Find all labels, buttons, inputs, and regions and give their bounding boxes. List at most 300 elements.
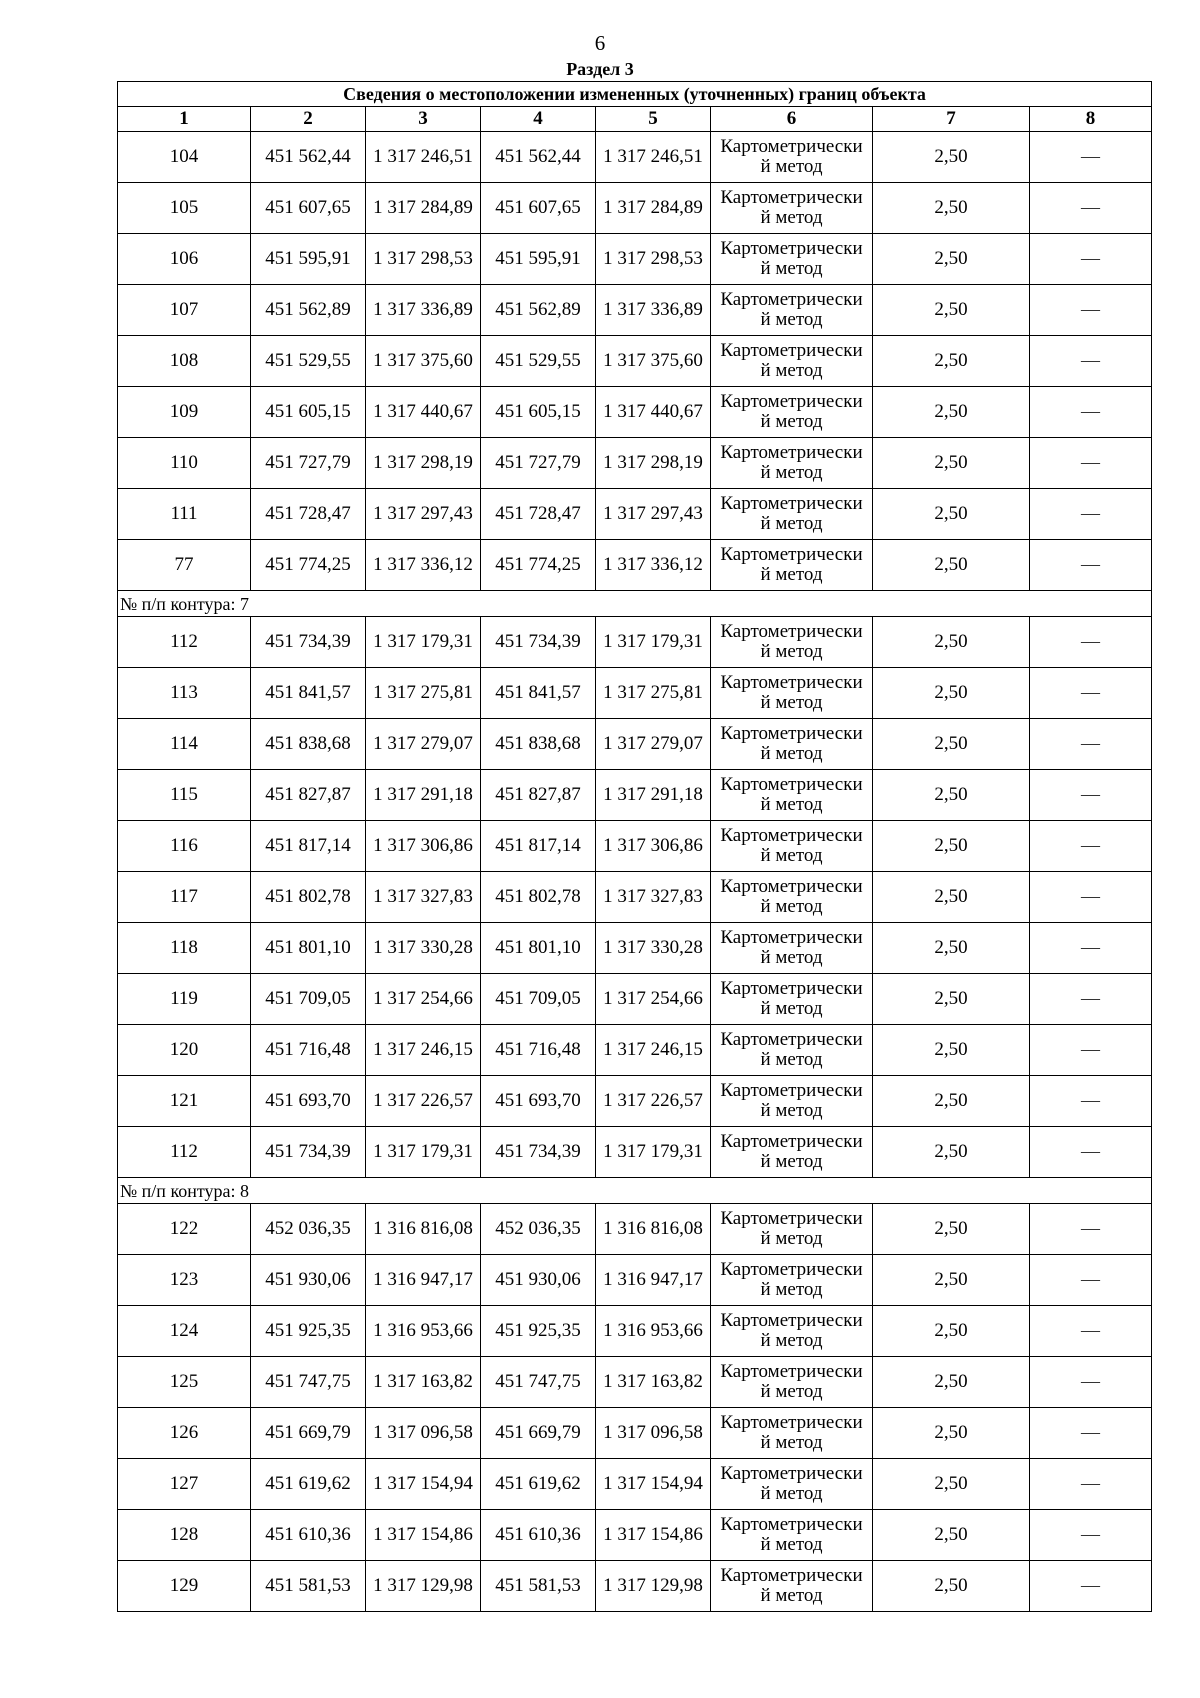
new-y: 1 317 246,15 <box>596 1025 711 1076</box>
new-y: 1 317 226,57 <box>596 1076 711 1127</box>
method-line: й метод <box>760 743 823 764</box>
description: — <box>1030 438 1152 489</box>
method-line: Картометрически <box>720 391 863 412</box>
new-y: 1 316 947,17 <box>596 1255 711 1306</box>
description: — <box>1030 1357 1152 1408</box>
new-x: 451 838,68 <box>481 719 596 770</box>
table-row <box>118 285 1152 336</box>
new-y: 1 317 129,98 <box>596 1561 711 1612</box>
table-row <box>118 617 1152 668</box>
method-line: й метод <box>760 1432 823 1453</box>
method-cell <box>711 1510 873 1561</box>
table-row <box>118 234 1152 285</box>
table-row <box>118 336 1152 387</box>
point-number: 128 <box>118 1510 251 1561</box>
method-line: й метод <box>760 411 823 432</box>
accuracy: 2,50 <box>873 872 1030 923</box>
existing-y: 1 317 330,28 <box>366 923 481 974</box>
accuracy: 2,50 <box>873 132 1030 183</box>
existing-x: 451 838,68 <box>251 719 366 770</box>
description: — <box>1030 1076 1152 1127</box>
method-cell <box>711 1025 873 1076</box>
description: — <box>1030 1306 1152 1357</box>
existing-x: 451 610,36 <box>251 1510 366 1561</box>
existing-y: 1 317 279,07 <box>366 719 481 770</box>
new-y: 1 317 298,19 <box>596 438 711 489</box>
existing-y: 1 317 291,18 <box>366 770 481 821</box>
method-line: й метод <box>760 1100 823 1121</box>
description: — <box>1030 285 1152 336</box>
description: — <box>1030 821 1152 872</box>
table-title: Сведения о местоположении измененных (уточненных) границ объекта <box>118 82 1152 107</box>
existing-x: 451 581,53 <box>251 1561 366 1612</box>
description: — <box>1030 719 1152 770</box>
method-line: Картометрически <box>720 136 863 157</box>
point-number: 119 <box>118 974 251 1025</box>
new-y: 1 317 440,67 <box>596 387 711 438</box>
point-number: 112 <box>118 1127 251 1178</box>
point-number: 108 <box>118 336 251 387</box>
method-cell <box>711 387 873 438</box>
existing-y: 1 317 440,67 <box>366 387 481 438</box>
point-number: 113 <box>118 668 251 719</box>
method-line: й метод <box>760 998 823 1019</box>
description: — <box>1030 1127 1152 1178</box>
existing-x: 451 607,65 <box>251 183 366 234</box>
point-number: 126 <box>118 1408 251 1459</box>
existing-x: 451 930,06 <box>251 1255 366 1306</box>
description: — <box>1030 1025 1152 1076</box>
existing-x: 451 827,87 <box>251 770 366 821</box>
accuracy: 2,50 <box>873 1025 1030 1076</box>
new-y: 1 317 327,83 <box>596 872 711 923</box>
method-cell <box>711 1255 873 1306</box>
point-number: 77 <box>118 540 251 591</box>
table-row <box>118 1459 1152 1510</box>
new-x: 451 669,79 <box>481 1408 596 1459</box>
method-cell <box>711 1204 873 1255</box>
existing-x: 451 728,47 <box>251 489 366 540</box>
new-x: 451 734,39 <box>481 1127 596 1178</box>
table-title-row <box>118 82 1152 107</box>
method-line: Картометрически <box>720 340 863 361</box>
method-line: й метод <box>760 207 823 228</box>
existing-x: 451 562,44 <box>251 132 366 183</box>
existing-x: 451 619,62 <box>251 1459 366 1510</box>
method-cell <box>711 923 873 974</box>
method-line: й метод <box>760 360 823 381</box>
description: — <box>1030 923 1152 974</box>
point-number: 127 <box>118 1459 251 1510</box>
existing-y: 1 317 306,86 <box>366 821 481 872</box>
description: — <box>1030 183 1152 234</box>
column-header: 3 <box>366 107 481 132</box>
point-number: 124 <box>118 1306 251 1357</box>
existing-x: 451 801,10 <box>251 923 366 974</box>
existing-y: 1 316 953,66 <box>366 1306 481 1357</box>
method-line: Картометрически <box>720 927 863 948</box>
new-y: 1 317 375,60 <box>596 336 711 387</box>
existing-x: 451 709,05 <box>251 974 366 1025</box>
method-line: Картометрически <box>720 1029 863 1050</box>
existing-y: 1 317 336,12 <box>366 540 481 591</box>
new-x: 452 036,35 <box>481 1204 596 1255</box>
accuracy: 2,50 <box>873 1204 1030 1255</box>
new-y: 1 317 154,94 <box>596 1459 711 1510</box>
method-line: Картометрически <box>720 187 863 208</box>
description: — <box>1030 387 1152 438</box>
point-number: 121 <box>118 1076 251 1127</box>
point-number: 123 <box>118 1255 251 1306</box>
new-x: 451 802,78 <box>481 872 596 923</box>
table-row <box>118 1357 1152 1408</box>
new-x: 451 619,62 <box>481 1459 596 1510</box>
existing-x: 451 727,79 <box>251 438 366 489</box>
accuracy: 2,50 <box>873 540 1030 591</box>
new-y: 1 317 154,86 <box>596 1510 711 1561</box>
point-number: 115 <box>118 770 251 821</box>
existing-x: 451 529,55 <box>251 336 366 387</box>
accuracy: 2,50 <box>873 1459 1030 1510</box>
description: — <box>1030 1459 1152 1510</box>
method-cell <box>711 770 873 821</box>
accuracy: 2,50 <box>873 770 1030 821</box>
point-number: 107 <box>118 285 251 336</box>
method-line: Картометрически <box>720 1565 863 1586</box>
existing-y: 1 317 327,83 <box>366 872 481 923</box>
existing-x: 451 817,14 <box>251 821 366 872</box>
method-cell <box>711 336 873 387</box>
existing-x: 452 036,35 <box>251 1204 366 1255</box>
accuracy: 2,50 <box>873 489 1030 540</box>
method-line: й метод <box>760 947 823 968</box>
existing-y: 1 317 179,31 <box>366 617 481 668</box>
new-x: 451 728,47 <box>481 489 596 540</box>
method-line: Картометрически <box>720 1208 863 1229</box>
description: — <box>1030 489 1152 540</box>
new-y: 1 317 279,07 <box>596 719 711 770</box>
table-row <box>118 489 1152 540</box>
column-header: 1 <box>118 107 251 132</box>
table-row <box>118 183 1152 234</box>
column-header: 7 <box>873 107 1030 132</box>
method-line: Картометрически <box>720 1259 863 1280</box>
method-cell <box>711 1459 873 1510</box>
method-line: Картометрически <box>720 621 863 642</box>
new-y: 1 317 096,58 <box>596 1408 711 1459</box>
new-y: 1 317 330,28 <box>596 923 711 974</box>
existing-y: 1 317 298,53 <box>366 234 481 285</box>
table-row <box>118 1306 1152 1357</box>
point-number: 104 <box>118 132 251 183</box>
accuracy: 2,50 <box>873 183 1030 234</box>
new-y: 1 317 179,31 <box>596 1127 711 1178</box>
existing-y: 1 317 254,66 <box>366 974 481 1025</box>
method-line: Картометрически <box>720 1463 863 1484</box>
page-number: 6 <box>594 31 606 55</box>
existing-x: 451 734,39 <box>251 1127 366 1178</box>
contour-label-row <box>118 591 1152 617</box>
new-y: 1 317 246,51 <box>596 132 711 183</box>
existing-x: 451 693,70 <box>251 1076 366 1127</box>
method-cell <box>711 719 873 770</box>
existing-x: 451 669,79 <box>251 1408 366 1459</box>
new-y: 1 317 336,89 <box>596 285 711 336</box>
accuracy: 2,50 <box>873 285 1030 336</box>
method-cell <box>711 489 873 540</box>
existing-x: 451 925,35 <box>251 1306 366 1357</box>
method-cell <box>711 617 873 668</box>
method-cell <box>711 132 873 183</box>
method-cell <box>711 821 873 872</box>
method-line: й метод <box>760 641 823 662</box>
existing-x: 451 605,15 <box>251 387 366 438</box>
new-x: 451 716,48 <box>481 1025 596 1076</box>
accuracy: 2,50 <box>873 668 1030 719</box>
method-cell <box>711 1076 873 1127</box>
new-y: 1 317 284,89 <box>596 183 711 234</box>
accuracy: 2,50 <box>873 617 1030 668</box>
new-y: 1 317 179,31 <box>596 617 711 668</box>
accuracy: 2,50 <box>873 1357 1030 1408</box>
accuracy: 2,50 <box>873 438 1030 489</box>
point-number: 106 <box>118 234 251 285</box>
point-number: 109 <box>118 387 251 438</box>
table-row <box>118 719 1152 770</box>
table-row <box>118 1561 1152 1612</box>
method-line: й метод <box>760 1279 823 1300</box>
accuracy: 2,50 <box>873 719 1030 770</box>
new-x: 451 693,70 <box>481 1076 596 1127</box>
method-cell <box>711 285 873 336</box>
existing-y: 1 317 275,81 <box>366 668 481 719</box>
new-x: 451 605,15 <box>481 387 596 438</box>
new-x: 451 610,36 <box>481 1510 596 1561</box>
description: — <box>1030 540 1152 591</box>
accuracy: 2,50 <box>873 1561 1030 1612</box>
new-x: 451 774,25 <box>481 540 596 591</box>
table-row <box>118 668 1152 719</box>
accuracy: 2,50 <box>873 1255 1030 1306</box>
method-line: Картометрически <box>720 1131 863 1152</box>
method-line: й метод <box>760 258 823 279</box>
column-header: 8 <box>1030 107 1152 132</box>
accuracy: 2,50 <box>873 974 1030 1025</box>
existing-x: 451 841,57 <box>251 668 366 719</box>
method-line: Картометрически <box>720 1310 863 1331</box>
table-row <box>118 1255 1152 1306</box>
method-line: й метод <box>760 462 823 483</box>
description: — <box>1030 1510 1152 1561</box>
table-row <box>118 1510 1152 1561</box>
existing-x: 451 562,89 <box>251 285 366 336</box>
contour-label: № п/п контура: 8 <box>118 1178 1152 1204</box>
point-number: 120 <box>118 1025 251 1076</box>
existing-x: 451 734,39 <box>251 617 366 668</box>
existing-y: 1 316 816,08 <box>366 1204 481 1255</box>
description: — <box>1030 872 1152 923</box>
new-y: 1 316 953,66 <box>596 1306 711 1357</box>
accuracy: 2,50 <box>873 387 1030 438</box>
table-row <box>118 438 1152 489</box>
new-y: 1 317 291,18 <box>596 770 711 821</box>
existing-y: 1 317 298,19 <box>366 438 481 489</box>
point-number: 129 <box>118 1561 251 1612</box>
table-row <box>118 1025 1152 1076</box>
accuracy: 2,50 <box>873 923 1030 974</box>
new-x: 451 562,44 <box>481 132 596 183</box>
new-x: 451 827,87 <box>481 770 596 821</box>
point-number: 111 <box>118 489 251 540</box>
method-cell <box>711 1561 873 1612</box>
method-line: й метод <box>760 1228 823 1249</box>
method-line: Картометрически <box>720 442 863 463</box>
method-line: Картометрически <box>720 1080 863 1101</box>
method-line: й метод <box>760 845 823 866</box>
new-y: 1 317 298,53 <box>596 234 711 285</box>
method-line: Картометрически <box>720 289 863 310</box>
description: — <box>1030 1561 1152 1612</box>
new-y: 1 317 336,12 <box>596 540 711 591</box>
existing-x: 451 595,91 <box>251 234 366 285</box>
table-row <box>118 770 1152 821</box>
description: — <box>1030 234 1152 285</box>
method-cell <box>711 438 873 489</box>
method-cell <box>711 540 873 591</box>
existing-y: 1 317 375,60 <box>366 336 481 387</box>
method-line: й метод <box>760 1585 823 1606</box>
existing-x: 451 716,48 <box>251 1025 366 1076</box>
point-number: 112 <box>118 617 251 668</box>
existing-y: 1 317 163,82 <box>366 1357 481 1408</box>
method-line: й метод <box>760 309 823 330</box>
table-row <box>118 387 1152 438</box>
method-line: й метод <box>760 156 823 177</box>
accuracy: 2,50 <box>873 821 1030 872</box>
new-x: 451 529,55 <box>481 336 596 387</box>
description: — <box>1030 1204 1152 1255</box>
new-y: 1 317 163,82 <box>596 1357 711 1408</box>
method-line: Картометрически <box>720 876 863 897</box>
point-number: 125 <box>118 1357 251 1408</box>
existing-y: 1 317 154,86 <box>366 1510 481 1561</box>
point-number: 117 <box>118 872 251 923</box>
existing-y: 1 317 179,31 <box>366 1127 481 1178</box>
method-line: й метод <box>760 692 823 713</box>
column-header: 2 <box>251 107 366 132</box>
new-x: 451 930,06 <box>481 1255 596 1306</box>
table-row <box>118 872 1152 923</box>
method-line: й метод <box>760 1381 823 1402</box>
accuracy: 2,50 <box>873 234 1030 285</box>
new-x: 451 562,89 <box>481 285 596 336</box>
table-row <box>118 1076 1152 1127</box>
existing-y: 1 317 226,57 <box>366 1076 481 1127</box>
method-cell <box>711 1127 873 1178</box>
new-x: 451 747,75 <box>481 1357 596 1408</box>
accuracy: 2,50 <box>873 1408 1030 1459</box>
description: — <box>1030 132 1152 183</box>
description: — <box>1030 770 1152 821</box>
new-y: 1 317 306,86 <box>596 821 711 872</box>
new-y: 1 317 297,43 <box>596 489 711 540</box>
existing-y: 1 317 154,94 <box>366 1459 481 1510</box>
new-x: 451 817,14 <box>481 821 596 872</box>
existing-y: 1 317 246,51 <box>366 132 481 183</box>
existing-y: 1 317 246,15 <box>366 1025 481 1076</box>
accuracy: 2,50 <box>873 1510 1030 1561</box>
accuracy: 2,50 <box>873 336 1030 387</box>
accuracy: 2,50 <box>873 1076 1030 1127</box>
new-x: 451 607,65 <box>481 183 596 234</box>
new-y: 1 317 254,66 <box>596 974 711 1025</box>
existing-y: 1 317 284,89 <box>366 183 481 234</box>
method-cell <box>711 234 873 285</box>
method-cell <box>711 183 873 234</box>
method-cell <box>711 1408 873 1459</box>
method-cell <box>711 1357 873 1408</box>
point-number: 116 <box>118 821 251 872</box>
description: — <box>1030 617 1152 668</box>
point-number: 118 <box>118 923 251 974</box>
contour-label-row <box>118 1178 1152 1204</box>
new-x: 451 925,35 <box>481 1306 596 1357</box>
table-row <box>118 821 1152 872</box>
accuracy: 2,50 <box>873 1127 1030 1178</box>
method-cell <box>711 1306 873 1357</box>
existing-y: 1 316 947,17 <box>366 1255 481 1306</box>
method-line: й метод <box>760 513 823 534</box>
method-line: Картометрически <box>720 1361 863 1382</box>
method-line: Картометрически <box>720 1412 863 1433</box>
boundary-points-table <box>117 81 1152 1612</box>
column-header: 5 <box>596 107 711 132</box>
column-header-row <box>118 107 1152 132</box>
description: — <box>1030 336 1152 387</box>
table-row <box>118 1204 1152 1255</box>
table-row <box>118 923 1152 974</box>
description: — <box>1030 974 1152 1025</box>
method-line: Картометрически <box>720 723 863 744</box>
new-x: 451 727,79 <box>481 438 596 489</box>
method-line: й метод <box>760 1534 823 1555</box>
description: — <box>1030 668 1152 719</box>
new-y: 1 317 275,81 <box>596 668 711 719</box>
point-number: 110 <box>118 438 251 489</box>
method-line: Картометрически <box>720 1514 863 1535</box>
new-y: 1 316 816,08 <box>596 1204 711 1255</box>
existing-x: 451 774,25 <box>251 540 366 591</box>
new-x: 451 709,05 <box>481 974 596 1025</box>
method-line: й метод <box>760 1049 823 1070</box>
existing-y: 1 317 096,58 <box>366 1408 481 1459</box>
existing-y: 1 317 297,43 <box>366 489 481 540</box>
method-line: й метод <box>760 794 823 815</box>
table-row <box>118 1127 1152 1178</box>
existing-y: 1 317 129,98 <box>366 1561 481 1612</box>
section-title: Раздел 3 <box>566 59 634 79</box>
existing-y: 1 317 336,89 <box>366 285 481 336</box>
method-line: й метод <box>760 564 823 585</box>
point-number: 105 <box>118 183 251 234</box>
new-x: 451 734,39 <box>481 617 596 668</box>
column-header: 4 <box>481 107 596 132</box>
new-x: 451 841,57 <box>481 668 596 719</box>
table-row <box>118 1408 1152 1459</box>
method-line: й метод <box>760 1151 823 1172</box>
method-line: й метод <box>760 1483 823 1504</box>
table-row <box>118 974 1152 1025</box>
